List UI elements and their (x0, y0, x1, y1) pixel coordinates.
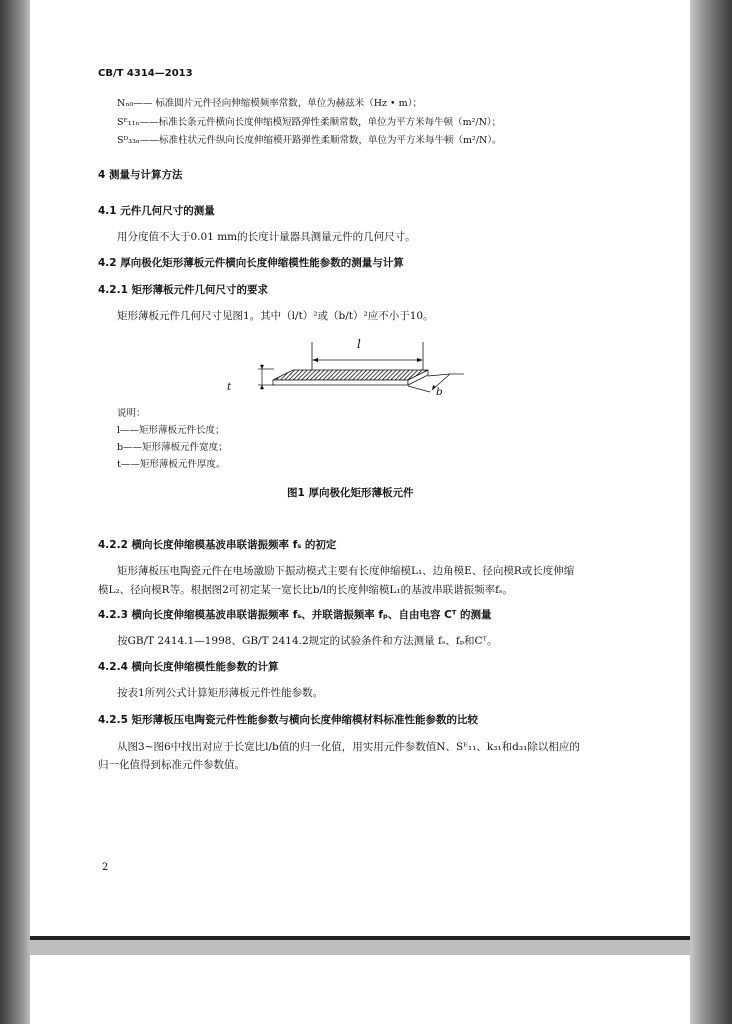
standard-code: CB/T 4314—2013 (98, 68, 193, 79)
legend-item: b——矩形薄板元件宽度； (117, 442, 228, 453)
paragraph: 矩形薄板元件几何尺寸见图1。其中（l/t）²或（b/t）²应不小于10。 (117, 310, 434, 322)
paragraph: 按表1所列公式计算矩形薄板元件性能参数。 (117, 687, 324, 699)
paragraph: 矩形薄板压电陶瓷元件在电场激励下振动模式主要有长度伸缩模L₁、边角模E、径向模R或长度伸缩 (117, 565, 575, 577)
section-heading: 4.2.1 矩形薄板元件几何尺寸的要求 (98, 284, 269, 296)
page-number: 2 (102, 862, 109, 873)
section-heading: 4.2.4 横向长度伸缩模性能参数的计算 (98, 661, 279, 673)
scan-shadow-left (0, 0, 34, 1024)
paragraph: 从图3~图6中找出对应于长宽比l/b值的归一化值，用实用元件参数值N、Sᴱ₁₁、k₃₁和d₃₁除以相应的 (117, 741, 580, 753)
dimension-label-t: t (227, 381, 232, 393)
section-heading: 4.2 厚向极化矩形薄板元件横向长度伸缩模性能参数的测量与计算 (98, 257, 404, 269)
dimension-label-b: b (436, 386, 443, 398)
section-heading: 4.2.3 横向长度伸缩模基波串联谐振频率 fₛ、并联谐振频率 fₚ、自由电容 Cᵀ 的测量 (98, 609, 492, 621)
symbol-definition: Sᴰ₃₃ₙ——标准柱状元件纵向长度伸缩模开路弹性柔顺常数，单位为平方米每牛顿（m²/N）。 (117, 135, 502, 146)
section-heading: 4.2.5 矩形薄板压电陶瓷元件性能参数与横向长度伸缩模材料标准性能参数的比较 (98, 714, 479, 726)
symbol-definition: Nₙ₀—— 标准圆片元件径向伸缩模频率常数，单位为赫兹米（Hz • m）； (117, 98, 422, 109)
next-page (30, 955, 690, 1024)
symbol-definition: Sᴱ₁₁ₙ——标准长条元件横向长度伸缩模短路弹性柔顺常数，单位为平方米每牛顿（m²/N）； (117, 117, 502, 128)
section-heading: 4 测量与计算方法 (98, 169, 183, 181)
paragraph: 模L₂、径向模R等。根据图2可初定某一宽长比b/l的长度伸缩模L₁的基波串联谐振频率fₛ。 (98, 584, 513, 596)
legend-item: t——矩形薄板元件厚度。 (117, 459, 226, 470)
page-gap (30, 940, 690, 955)
paragraph: 用分度值不大于0.01 mm的长度计量器具测量元件的几何尺寸。 (117, 231, 416, 243)
section-heading: 4.1 元件几何尺寸的测量 (98, 205, 215, 217)
rectangular-plate-diagram (218, 340, 468, 402)
legend-item: l——矩形薄板元件长度； (117, 425, 225, 436)
scan-shadow-right (688, 0, 732, 1024)
legend-title: 说明： (117, 408, 146, 419)
figure-caption: 图1 厚向极化矩形薄板元件 (287, 487, 414, 499)
paragraph: 按GB/T 2414.1—1998、GB/T 2414.2规定的试验条件和方法测量 fₛ、fₚ和Cᵀ。 (117, 635, 498, 647)
paragraph: 归一化值得到标准元件参数值。 (98, 759, 245, 771)
figure-1 (218, 337, 468, 402)
section-heading: 4.2.2 横向长度伸缩模基波串联谐振频率 fₛ 的初定 (98, 539, 337, 551)
dimension-label-l: l (357, 337, 361, 351)
